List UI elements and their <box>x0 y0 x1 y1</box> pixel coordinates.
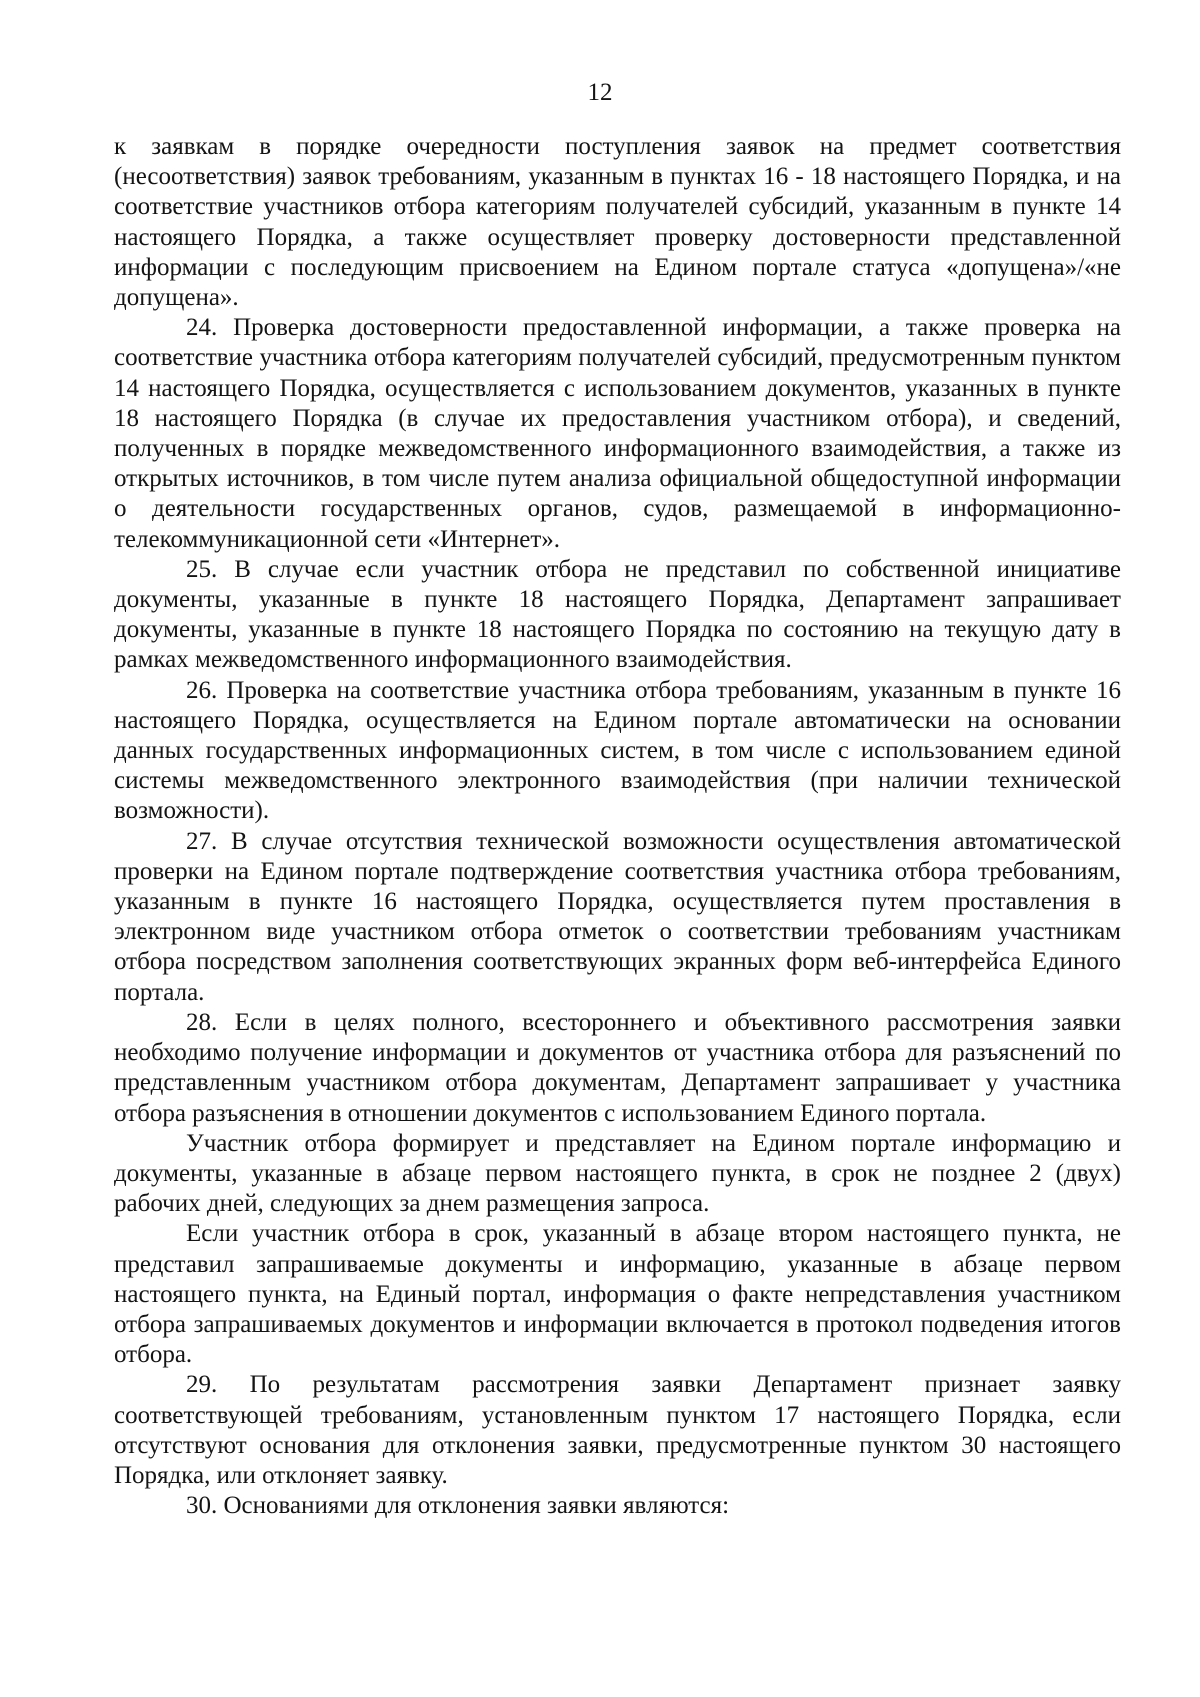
paragraph-27: 27. В случае отсутствия технической возможности осуществления автоматической проверки на Едином портале подтверждение соответствия участника отбора требованиям, указанным в пункте 16 настоящего Порядка, осуществляется путем проставления в электронном виде участником отбора отметок о соответствии требованиям участникам отбора посредством заполнения соответствующих экранных форм веб-интерфейса Единого портала. <box>114 827 1121 1006</box>
page-number: 12 <box>587 79 613 106</box>
paragraph-24: 24. Проверка достоверности предоставленной информации, а также проверка на соответствие участника отбора категориям получателей субсидий, предусмотренным пунктом 14 настоящего Порядка, осуществляется с использованием документов, указанных в пункте 18 настоящего Порядка (в случае их предоставления участником отбора), и сведений, полученных в порядке межведомственного информационного взаимодействия, а также из открытых источников, в том числе путем анализа официальной общедоступной информации о деятельности государственных органов, судов, размещаемой в информационно-телекоммуникационной сети «Интернет». <box>114 314 1121 553</box>
paragraph-23-continuation: к заявкам в порядке очередности поступления заявок на предмет соответствия (несоответствия) заявок требованиям, указанным в пунктах 16 - 18 настоящего Порядка, и на соответствие участников отбора категориям получателей субсидий, указанным в пункте 14 настоящего Порядка, а также осуществляет проверку достоверности представленной информации с последующим присвоением на Едином портале статуса «допущена»/«не допущена». <box>114 133 1121 312</box>
paragraph-28-part-3: Если участник отбора в срок, указанный в абзаце втором настоящего пункта, не представил запрашиваемые документы и информацию, указанные в абзаце первом настоящего пункта, на Единый портал, информация о факте непредставления участником отбора запрашиваемых документов и информации включается в протокол подведения итогов отбора. <box>114 1220 1121 1369</box>
paragraph-26: 26. Проверка на соответствие участника отбора требованиям, указанным в пункте 16 настоящего Порядка, осуществляется на Едином портале автоматически на основании данных государственных информационных систем, в том числе с использованием единой системы межведомственного электронного взаимодействия (при наличии технической возможности). <box>114 676 1121 825</box>
paragraph-28-part-2: Участник отбора формирует и представляет на Едином портале информацию и документы, указанные в абзаце первом настоящего пункта, в срок не позднее 2 (двух) рабочих дней, следующих за днем размещения запроса. <box>114 1129 1121 1218</box>
paragraph-29: 29. По результатам рассмотрения заявки Департамент признает заявку соответствующей требованиям, установленным пунктом 17 настоящего Порядка, если отсутствуют основания для отклонения заявки, предусмотренные пунктом 30 настоящего Порядка, или отклоняет заявку. <box>114 1371 1121 1489</box>
paragraph-30: 30. Основаниями для отклонения заявки являются: <box>186 1492 730 1520</box>
paragraph-28: 28. Если в целях полного, всестороннего и объективного рассмотрения заявки необходимо получение информации и документов от участника отбора для разъяснений по представленным участником отбора документам, Департамент запрашивает у участника отбора разъяснения в отношении документов с использованием Единого портала. <box>114 1008 1121 1127</box>
paragraph-25: 25. В случае если участник отбора не представил по собственной инициативе документы, указанные в пункте 18 настоящего Порядка, Департамент запрашивает документы, указанные в пункте 18 настоящего Порядка по состоянию на текущую дату в рамках межведомственного информационного взаимодействия. <box>114 555 1121 674</box>
document-body <box>114 132 1121 1521</box>
